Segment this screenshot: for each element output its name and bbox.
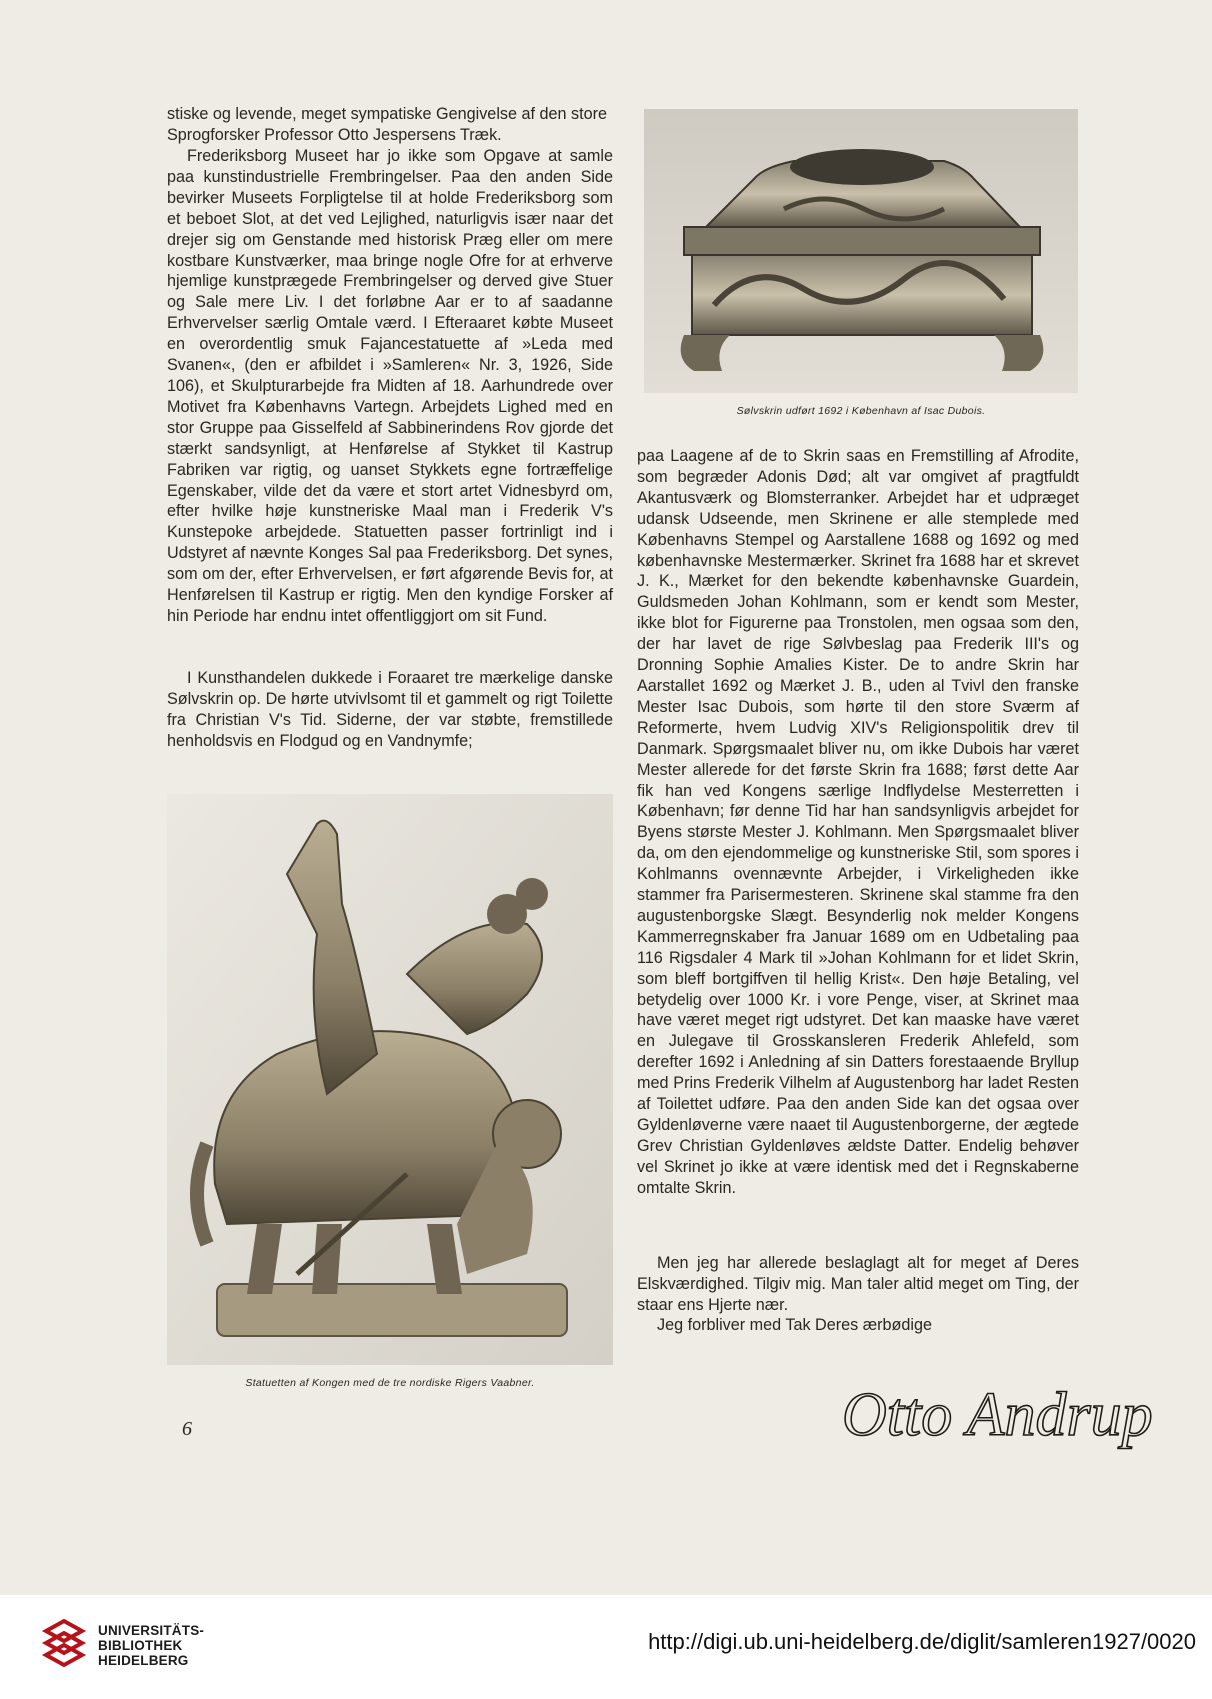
left-paragraph-1: stiske og levende, meget sympatiske Gengivelse af den store Sprogforsker Professor Otto Jespersens Træk. [167,105,607,144]
right-paragraph-2: Men jeg har allerede beslaglagt alt for meget af Deres Elskværdighed. Tilgiv mig. Man taler altid meget om Ting, der staar ens Hjerte nær. [637,1254,1079,1314]
left-paragraph-3: I Kunsthandelen dukkede i Foraaret tre mærkelige danske Sølvskrin op. De hørte utvivlsomt til et gammelt og rigt Toilette fra Christian V's Tid. Siderne, der var støbte, fremstillede henholdsvis en Flodgud og en Vandnymfe; [167,669,613,750]
footer [0,1595,1212,1699]
signature-text: Otto Andrup [842,1381,1153,1449]
right-paragraph-3: Jeg forbliver med Tak Deres ærbødige [657,1316,933,1334]
page-number: 6 [182,1418,192,1440]
library-name-line-3: HEIDELBERG [98,1653,189,1668]
signature [838,1355,1153,1465]
library-name-line-2: BIBLIOTHEK [98,1638,183,1653]
source-url-link[interactable]: http://digi.ub.uni-heidelberg.de/diglit/samleren1927/0020 [648,1629,1196,1654]
library-logo-icon [42,1617,88,1669]
silver-casket-photo [644,109,1078,393]
library-name-line-1: UNIVERSITÄTS- [98,1623,205,1638]
equestrian-statuette-photo [167,794,613,1365]
statuette-caption: Statuetten af Kongen med de tre nordiske Rigers Vaabner. [245,1377,535,1389]
left-paragraph-2: Frederiksborg Museet har jo ikke som Opgave at samle paa kunstindustrielle Frembringelser. Paa den anden Side bevirker Museets Forpligtelse til at holde Frederiksborg som et beboet Slot, at det ved Lejlighed, naturligvis især naar det drejer sig om Genstande med historisk Præg eller om mere kostbare Kunstværker, maa bringe nogle Ofre for at erhverve hjemlige kunstprægede Frembringelser og derved give Stuer og Sale mere Liv. I det forløbne Aar er to af saadanne Erhvervelser særlig Omtale værd. I Efteraaret købte Museet en overordentlig smuk Fajancestatuette af »Leda med Svanen«, (den er afbildet i »Samleren« Nr. 3, 1926, Side 106), et Skulpturarbejde fra Midten af 18. Aarhundrede over Motivet fra Københavns Vartegn. Arbejdets Lighed med en stor Gruppe paa Gisselfeld af Sabbinerindens Rov gjorde det stærkt sandsynligt, at Henførelse af Stykket til Kastrup Fabriken var rigtig, og uanset Stykkets egne fortræffelige Egenskaber, vilde det da være et stort artet Vidnesbyrd om, efter hvilke høje kunstneriske Maal man i Frederik V's Kunstepoke arbejdede. Statuetten passer fortrinligt ind i Udstyret af nævnte Konges Sal paa Frederiksborg. Det synes, som om der, efter Erhvervelsen, er ført afgørende Bevis for, at Henførelsen til Kastrup er rigtig. Men den kyndige Forsker af hin Periode har endnu intet offentliggjort om sit Fund. [167,147,613,625]
silver-casket-caption: Sølvskrin udført 1692 i København af Isac Dubois. [736,405,986,417]
right-paragraph-1: paa Laagene af de to Skrin saas en Fremstilling af Afrodite, som begræder Adonis Død; alt var omgivet af pragtfuldt Akantusværk og Blomsterranker. Arbejdet har et udpræget udansk Udseende, men Skrinene er alle stemplede med Københavns Stempel og Aarstallene 1688 og 1692 og med københavnske Mestermærker. Skrinet fra 1688 har et skrevet J. K., Mærket for den bekendte københavnske Guardein, Guldsmeden Johan Kohlmann, som er kendt som Mester, ikke blot for Figurerne paa Tronstolen, men ogsaa som den, der har lavet de rige Sølvbeslag paa Frederik III's og Dronning Sophie Amalies Kister. De to andre Skrin har Aarstallet 1692 og Mærket J. B., uden al Tvivl den franske Mester Isac Dubois, som hørte til den store Sværm af Reformerte, hvem Ludvig XIV's Religionspolitik drev til Danmark. Spørgsmaalet bliver nu, om ikke Dubois har været Mester allerede for det første Skrin fra 1688; først dette Aar fik han ved Kongens særlige Indflydelse Mesterretten i København; før denne Tid har han sandsynligvis arbejdet for Byens største Mester J. Kohlmann. Men Spørgsmaalet bliver da, om den ejendommelige og kunstneriske Stil, som spores i Kohlmanns ovennævnte Arbejder, i Virkeligheden ikke stammer fra Parisermesteren. Skrinene skal stamme fra den augustenborgske Slægt. Besynderlig nok melder Kongens Kammerregnskaber fra Januar 1689 om en Udbetaling paa 116 Rigsdaler 4 Mark til »Johan Kohlmann for et lidet Skrin, som bleff bortgiffven til hellig Krist«. Den høje Betaling, vel betydelig over 1000 Kr. i vore Penge, viser, at Skrinet maa have været meget rigt udstyret. Det kan maaske have været en Julegave til Grosskansleren Frederik Ahlefeld, som derefter 1692 i Anledning af sin Datters forestaaende Bryllup med Prins Frederik Vilhelm af Augustenborg har ladet Resten af Toilettet udføre. Paa den anden Side kan det ogsaa over Gyldenløverne være naaet til Augustenborgerne, der ægtede Grev Christian Gyldenløves ældste Datter. Endelig behøver vel Skrinet jo ikke at være identisk med det i Regnskaberne omtalte Skrin. [637,447,1079,1197]
